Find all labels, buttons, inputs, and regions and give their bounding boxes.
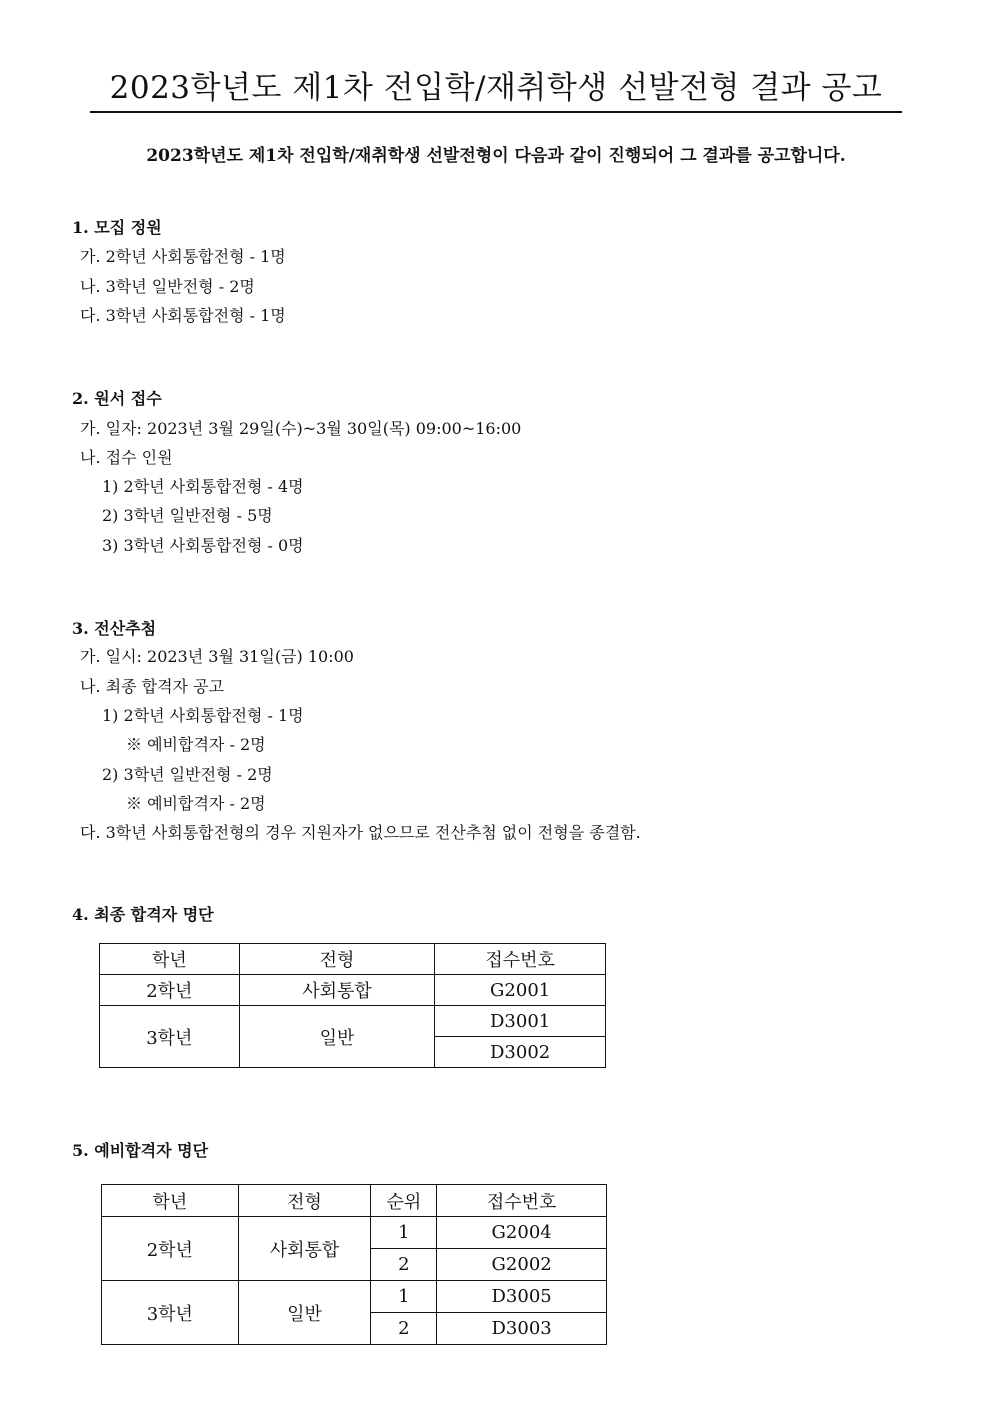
table-row	[100, 975, 606, 1006]
application-number-cell: G2004	[437, 1217, 607, 1249]
table-header-cell: 접수번호	[437, 1185, 607, 1217]
table-header-cell: 학년	[100, 944, 240, 975]
type-cell: 사회통합	[238, 1217, 371, 1281]
section-3-heading: 3. 전산추첨	[72, 619, 157, 638]
type-cell: 일반	[238, 1281, 371, 1345]
table-header-cell: 전형	[239, 944, 435, 975]
table-row	[102, 1281, 607, 1313]
table-header-row	[102, 1185, 607, 1217]
application-count: 2) 3학년 일반전형 - 5명	[102, 506, 273, 525]
grade-cell: 2학년	[100, 975, 240, 1006]
lottery-date: 가. 일시: 2023년 3월 31일(금) 10:00	[80, 647, 354, 666]
table-row	[102, 1217, 607, 1249]
section-2-heading: 2. 원서 접수	[72, 389, 162, 408]
application-count: 1) 2학년 사회통합전형 - 4명	[102, 477, 304, 496]
grade-cell: 3학년	[102, 1281, 239, 1345]
table-header-row	[100, 944, 606, 975]
grade-cell: 3학년	[100, 1006, 240, 1068]
section-5-heading: 5. 예비합격자 명단	[72, 1141, 209, 1160]
table-header-cell: 순위	[371, 1185, 437, 1217]
type-cell: 일반	[239, 1006, 435, 1068]
reserve-admission-table	[101, 1184, 607, 1345]
final-admission-table	[99, 943, 606, 1068]
table-header-cell: 학년	[102, 1185, 239, 1217]
reserve-note: ※ 예비합격자 - 2명	[126, 735, 266, 754]
application-number-cell: D3005	[437, 1281, 607, 1313]
page-subtitle: 2023학년도 제1차 전입학/재취학생 선발전형이 다음과 같이 진행되어 그 결과를 공고합니다.	[146, 146, 846, 166]
table-header-cell: 전형	[238, 1185, 371, 1217]
final-announcement-label: 나. 최종 합격자 공고	[80, 677, 224, 696]
application-date: 가. 일자: 2023년 3월 29일(수)~3월 30일(목) 09:00~16:00	[80, 419, 522, 438]
application-count-label: 나. 접수 인원	[80, 448, 173, 467]
application-number-cell: D3003	[437, 1313, 607, 1345]
reserve-note: ※ 예비합격자 - 2명	[126, 794, 266, 813]
application-number-cell: D3001	[435, 1006, 606, 1037]
application-count: 3) 3학년 사회통합전형 - 0명	[102, 536, 304, 555]
application-number-cell: D3002	[435, 1037, 606, 1068]
lottery-note: 다. 3학년 사회통합전형의 경우 지원자가 없으므로 전산추첨 없이 전형을 종결함.	[80, 823, 641, 842]
section-1-item: 다. 3학년 사회통합전형 - 1명	[80, 306, 286, 325]
application-number-cell: G2001	[435, 975, 606, 1006]
page-title: 2023학년도 제1차 전입학/재취학생 선발전형 결과 공고	[90, 68, 902, 113]
section-1-item: 나. 3학년 일반전형 - 2명	[80, 277, 255, 296]
rank-cell: 2	[371, 1313, 437, 1345]
rank-cell: 1	[371, 1217, 437, 1249]
section-4-heading: 4. 최종 합격자 명단	[72, 905, 214, 924]
table-header-cell: 접수번호	[435, 944, 606, 975]
table-row	[100, 1006, 606, 1037]
rank-cell: 1	[371, 1281, 437, 1313]
rank-cell: 2	[371, 1249, 437, 1281]
section-1-item: 가. 2학년 사회통합전형 - 1명	[80, 247, 286, 266]
type-cell: 사회통합	[239, 975, 435, 1006]
final-result: 1) 2학년 사회통합전형 - 1명	[102, 706, 304, 725]
grade-cell: 2학년	[102, 1217, 239, 1281]
section-1-heading: 1. 모집 정원	[72, 218, 162, 237]
application-number-cell: G2002	[437, 1249, 607, 1281]
final-result: 2) 3학년 일반전형 - 2명	[102, 765, 273, 784]
